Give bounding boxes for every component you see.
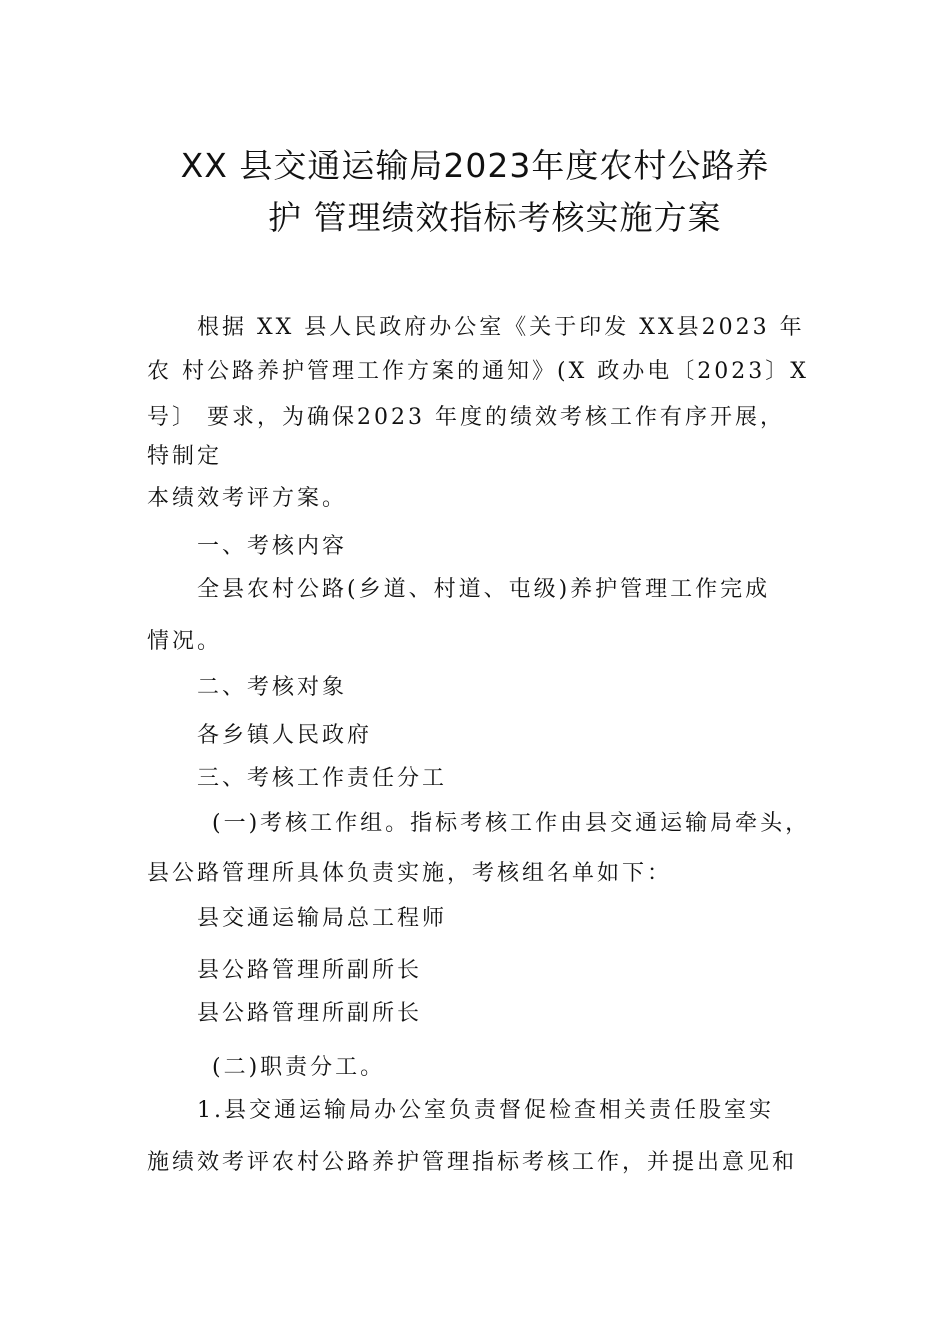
section-heading-content: 一、考核内容 [197, 534, 348, 559]
document-title-line-2: 护 管理绩效指标考核实施方案 [268, 198, 722, 237]
member-item-1: 县交通运输局总工程师 [197, 906, 448, 931]
section-heading-responsibility: 三、考核工作责任分工 [197, 766, 448, 791]
section1-paragraph-line-1: 全县农村公路(乡道、村道、屯级)养护管理工作完成 [197, 577, 771, 602]
intro-paragraph-line-3: 号〕 要求，为确保2023 年度的绩效考核工作有序开展， [147, 405, 785, 430]
section2-paragraph-line-1: 各乡镇人民政府 [197, 723, 373, 748]
intro-paragraph-line-2: 农 村公路养护管理工作方案的通知》(X 政办电〔2023〕X [147, 359, 809, 384]
item1-line-1: 1.县交通运输局办公室负责督促检查相关责任股室实 [197, 1098, 774, 1123]
subsection1-line-1: (一)考核工作组。指标考核工作由县交通运输局牵头， [212, 811, 811, 836]
item1-line-2: 施绩效考评农村公路养护管理指标考核工作，并提出意见和 [147, 1150, 798, 1175]
subsection2-heading: (二)职责分工。 [212, 1055, 386, 1080]
subsection1-line-2: 县公路管理所具体负责实施，考核组名单如下： [147, 861, 673, 886]
member-item-2: 县公路管理所副所长 [197, 958, 423, 983]
section-heading-target: 二、考核对象 [197, 675, 348, 700]
section1-paragraph-line-2: 情况。 [147, 629, 223, 654]
intro-paragraph-line-1: 根据 XX 县人民政府办公室《关于印发 XX县2023 年 [197, 315, 805, 340]
document-title-line-1: XX 县交通运输局2023年度农村公路养 [180, 146, 770, 185]
member-item-3: 县公路管理所副所长 [197, 1001, 423, 1026]
intro-paragraph-line-4: 特制定 [147, 444, 223, 469]
intro-paragraph-line-5: 本绩效考评方案。 [147, 486, 348, 511]
